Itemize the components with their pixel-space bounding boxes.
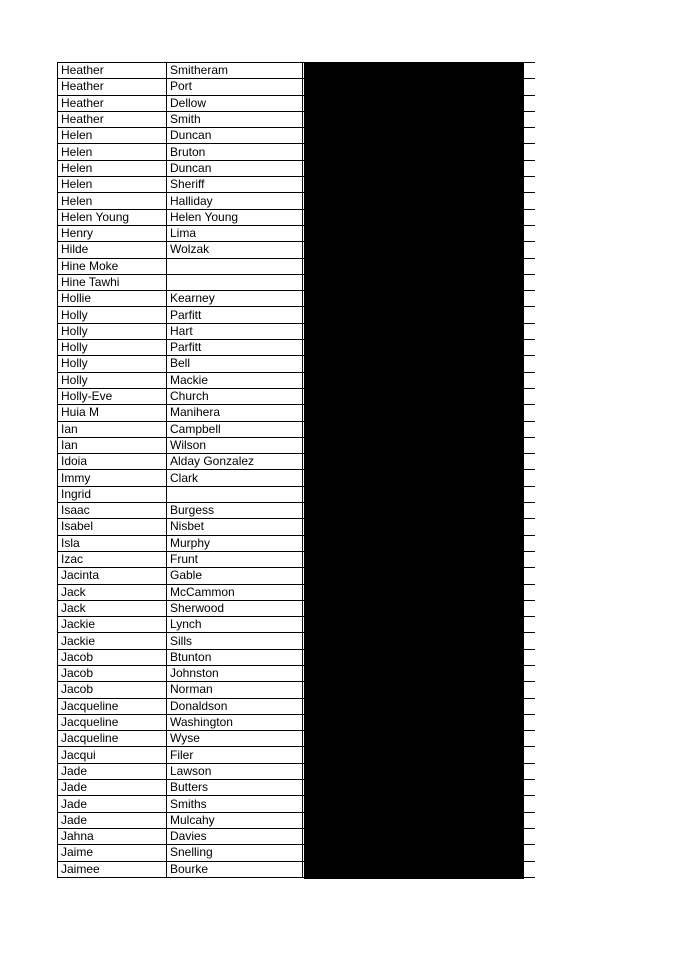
- last-name-cell: [167, 486, 303, 502]
- last-name-cell: Mackie: [167, 372, 303, 388]
- first-name-cell: Jade: [58, 780, 167, 796]
- first-name-cell: Hine Moke: [58, 258, 167, 274]
- last-name-cell: Smitheram: [167, 63, 303, 79]
- first-name-cell: Jaime: [58, 845, 167, 861]
- first-name-cell: Holly: [58, 307, 167, 323]
- first-name-cell: Jaimee: [58, 861, 167, 877]
- first-name-cell: Heather: [58, 79, 167, 95]
- first-name-cell: Immy: [58, 470, 167, 486]
- last-name-cell: Lawson: [167, 763, 303, 779]
- last-name-cell: Dellow: [167, 95, 303, 111]
- first-name-cell: Helen Young: [58, 209, 167, 225]
- last-name-cell: Btunton: [167, 649, 303, 665]
- last-name-cell: Parfitt: [167, 307, 303, 323]
- first-name-cell: Helen: [58, 144, 167, 160]
- first-name-cell: Holly: [58, 372, 167, 388]
- last-name-cell: Burgess: [167, 503, 303, 519]
- first-name-cell: Isabel: [58, 519, 167, 535]
- first-name-cell: Jade: [58, 812, 167, 828]
- redaction-block: [304, 62, 524, 879]
- last-name-cell: Wyse: [167, 731, 303, 747]
- last-name-cell: Wolzak: [167, 242, 303, 258]
- last-name-cell: Manihera: [167, 405, 303, 421]
- first-name-cell: Jacob: [58, 682, 167, 698]
- last-name-cell: Hart: [167, 323, 303, 339]
- first-name-cell: Jacqueline: [58, 731, 167, 747]
- first-name-cell: Hollie: [58, 291, 167, 307]
- first-name-cell: Hilde: [58, 242, 167, 258]
- last-name-cell: Bourke: [167, 861, 303, 877]
- first-name-cell: Izac: [58, 551, 167, 567]
- last-name-cell: Halliday: [167, 193, 303, 209]
- first-name-cell: Holly-Eve: [58, 388, 167, 404]
- first-name-cell: Jackie: [58, 633, 167, 649]
- last-name-cell: Duncan: [167, 160, 303, 176]
- last-name-cell: Helen Young: [167, 209, 303, 225]
- last-name-cell: Butters: [167, 780, 303, 796]
- last-name-cell: Nisbet: [167, 519, 303, 535]
- first-name-cell: Jahna: [58, 828, 167, 844]
- first-name-cell: Helen: [58, 128, 167, 144]
- last-name-cell: Bell: [167, 356, 303, 372]
- first-name-cell: Jacob: [58, 665, 167, 681]
- last-name-cell: [167, 258, 303, 274]
- first-name-cell: Jacinta: [58, 568, 167, 584]
- last-name-cell: McCammon: [167, 584, 303, 600]
- first-name-cell: Jacqui: [58, 747, 167, 763]
- last-name-cell: Sheriff: [167, 177, 303, 193]
- first-name-cell: Jacob: [58, 649, 167, 665]
- last-name-cell: Alday Gonzalez: [167, 454, 303, 470]
- first-name-cell: Jade: [58, 763, 167, 779]
- last-name-cell: Wilson: [167, 437, 303, 453]
- first-name-cell: Holly: [58, 323, 167, 339]
- last-name-cell: Lima: [167, 225, 303, 241]
- first-name-cell: Helen: [58, 193, 167, 209]
- last-name-cell: Smiths: [167, 796, 303, 812]
- last-name-cell: Johnston: [167, 665, 303, 681]
- last-name-cell: Filer: [167, 747, 303, 763]
- last-name-cell: Norman: [167, 682, 303, 698]
- last-name-cell: Church: [167, 388, 303, 404]
- last-name-cell: Smith: [167, 111, 303, 127]
- last-name-cell: Campbell: [167, 421, 303, 437]
- first-name-cell: Jackie: [58, 617, 167, 633]
- first-name-cell: Jack: [58, 600, 167, 616]
- last-name-cell: Washington: [167, 714, 303, 730]
- first-name-cell: Jacqueline: [58, 698, 167, 714]
- first-name-cell: Holly: [58, 340, 167, 356]
- first-name-cell: Ingrid: [58, 486, 167, 502]
- last-name-cell: Gable: [167, 568, 303, 584]
- first-name-cell: Heather: [58, 111, 167, 127]
- first-name-cell: Isla: [58, 535, 167, 551]
- last-name-cell: Murphy: [167, 535, 303, 551]
- first-name-cell: Heather: [58, 63, 167, 79]
- first-name-cell: Jacqueline: [58, 714, 167, 730]
- first-name-cell: Jack: [58, 584, 167, 600]
- first-name-cell: Jade: [58, 796, 167, 812]
- first-name-cell: Idoia: [58, 454, 167, 470]
- first-name-cell: Heather: [58, 95, 167, 111]
- last-name-cell: Bruton: [167, 144, 303, 160]
- first-name-cell: Ian: [58, 421, 167, 437]
- last-name-cell: [167, 274, 303, 290]
- last-name-cell: Mulcahy: [167, 812, 303, 828]
- last-name-cell: Sills: [167, 633, 303, 649]
- first-name-cell: Ian: [58, 437, 167, 453]
- first-name-cell: Helen: [58, 177, 167, 193]
- first-name-cell: Huia M: [58, 405, 167, 421]
- first-name-cell: Holly: [58, 356, 167, 372]
- first-name-cell: Helen: [58, 160, 167, 176]
- last-name-cell: Donaldson: [167, 698, 303, 714]
- last-name-cell: Duncan: [167, 128, 303, 144]
- first-name-cell: Hine Tawhi: [58, 274, 167, 290]
- last-name-cell: Port: [167, 79, 303, 95]
- last-name-cell: Parfitt: [167, 340, 303, 356]
- first-name-cell: Isaac: [58, 503, 167, 519]
- last-name-cell: Snelling: [167, 845, 303, 861]
- last-name-cell: Davies: [167, 828, 303, 844]
- last-name-cell: Frunt: [167, 551, 303, 567]
- last-name-cell: Lynch: [167, 617, 303, 633]
- last-name-cell: Clark: [167, 470, 303, 486]
- first-name-cell: Henry: [58, 225, 167, 241]
- last-name-cell: Kearney: [167, 291, 303, 307]
- last-name-cell: Sherwood: [167, 600, 303, 616]
